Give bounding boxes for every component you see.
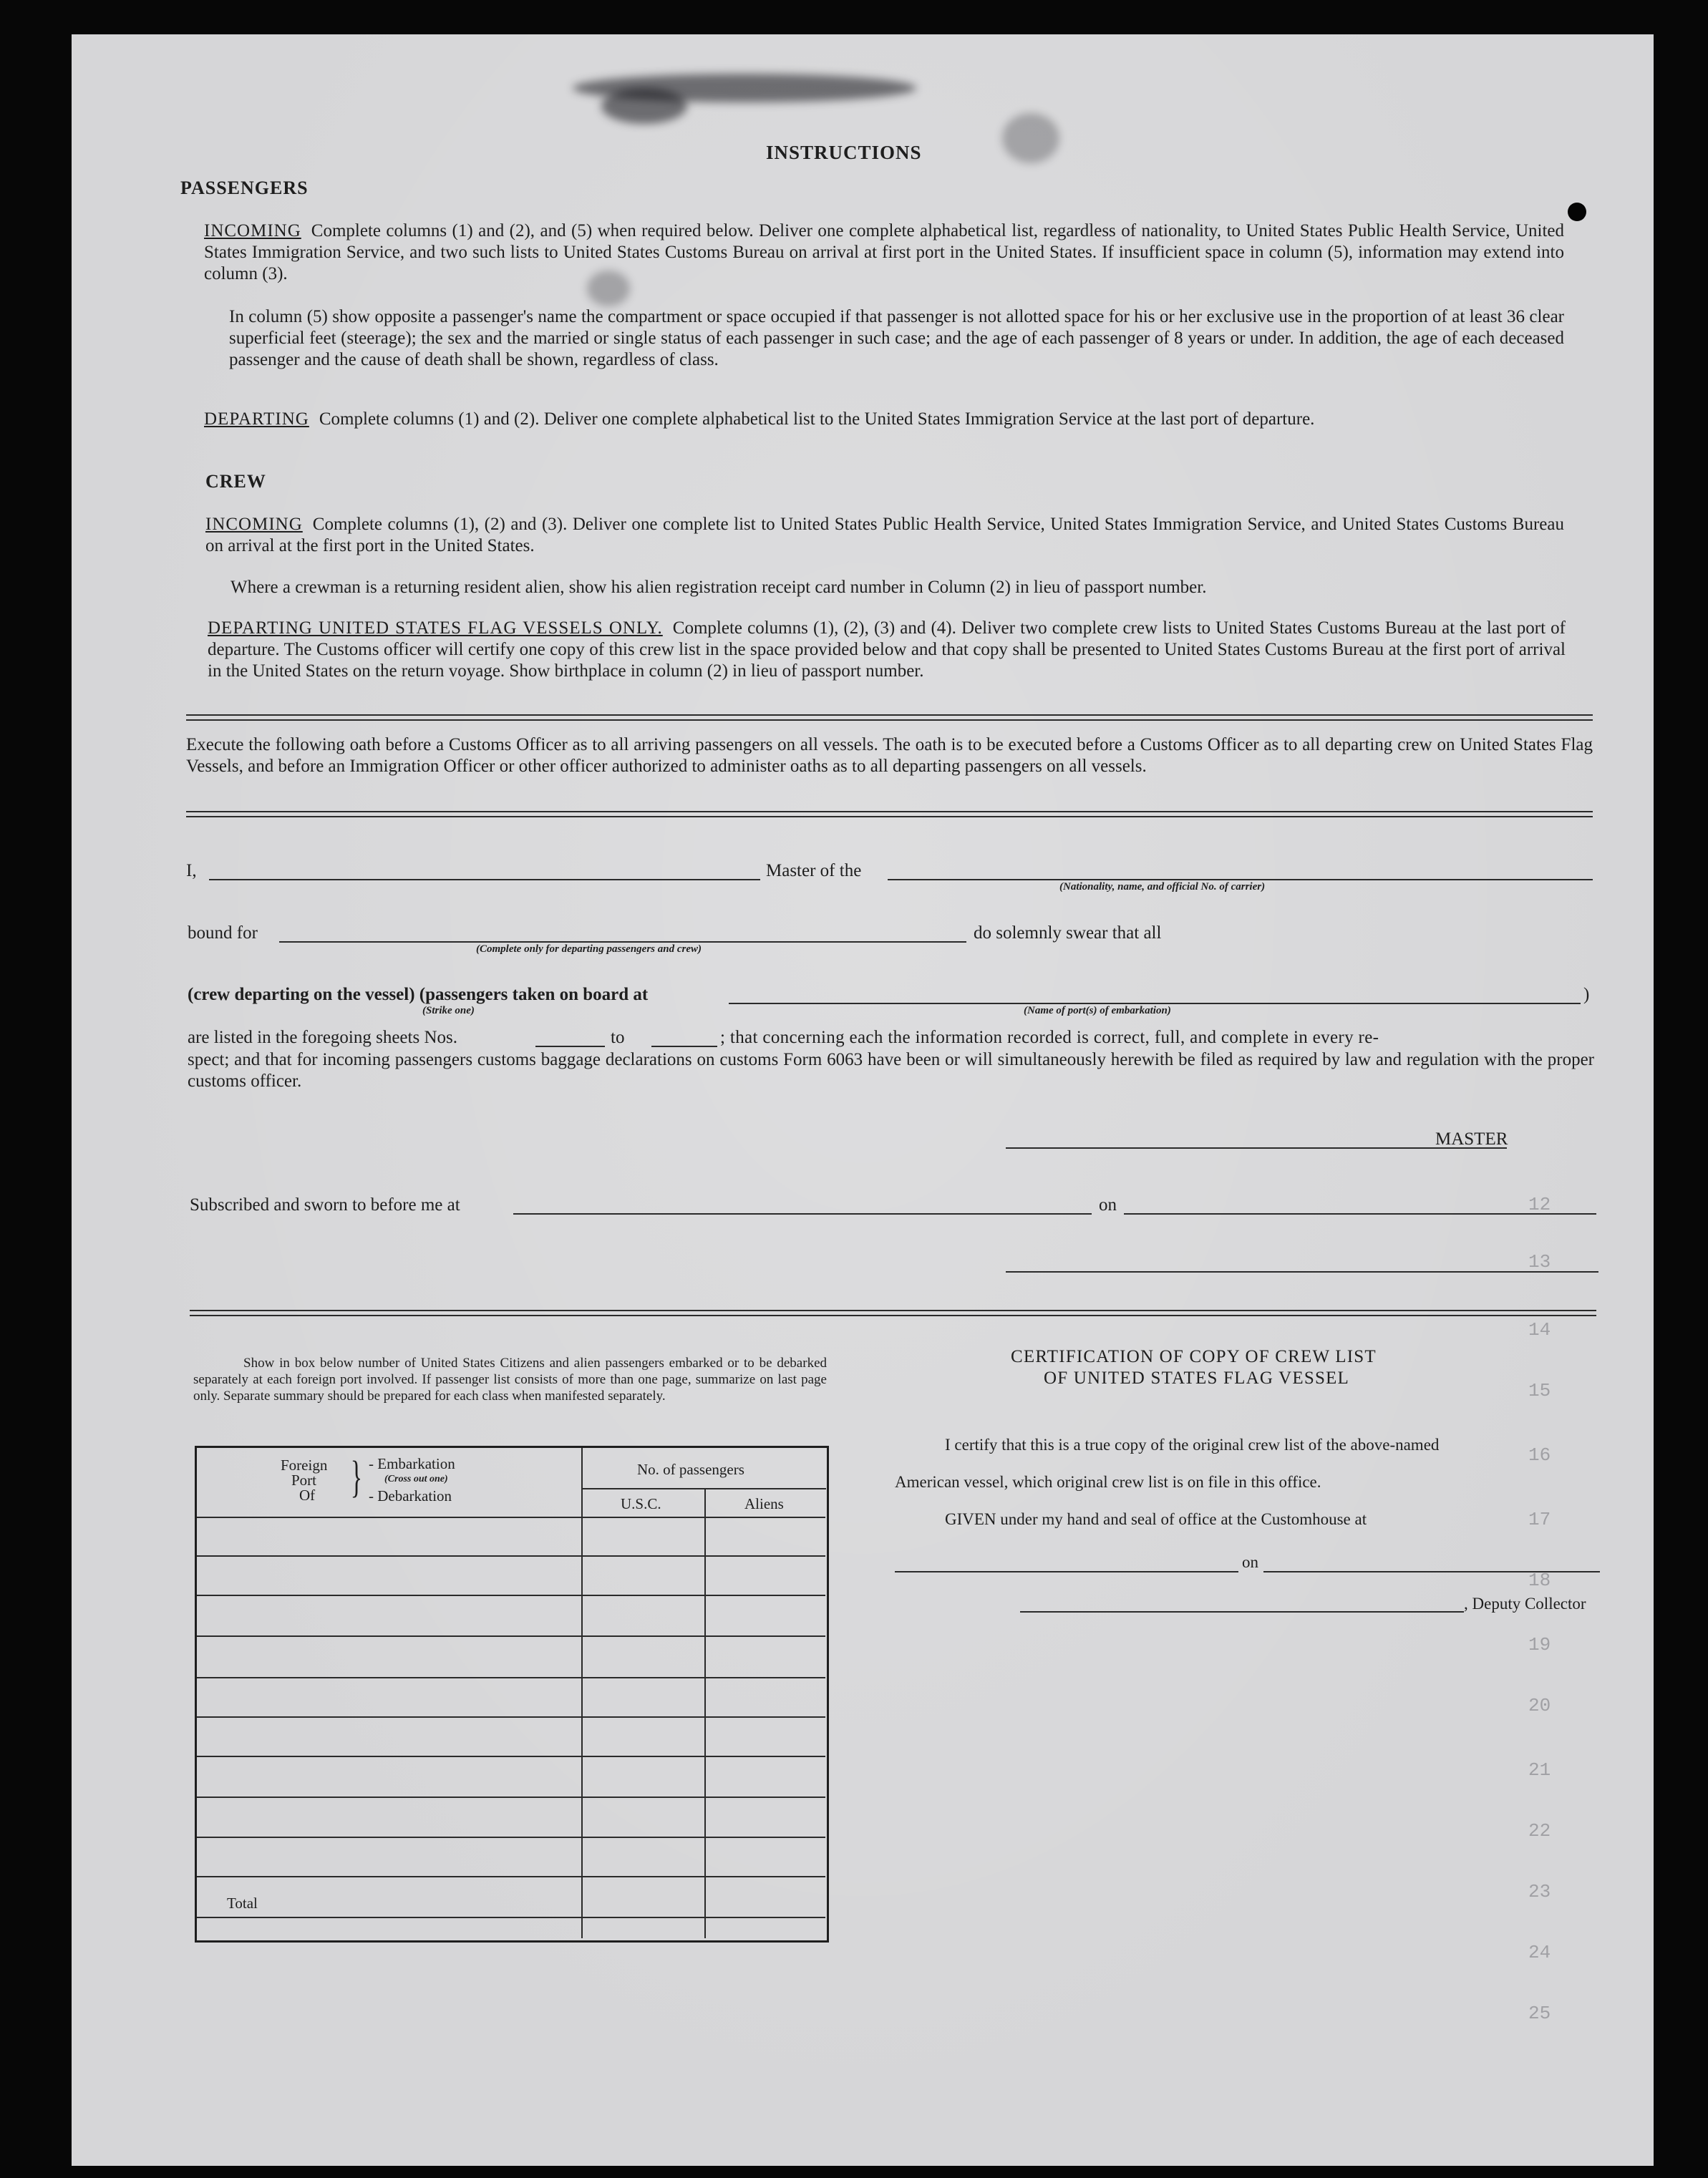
table-row (197, 1917, 825, 1918)
table-row (197, 1756, 825, 1757)
sworn-place-field[interactable] (513, 1213, 1092, 1215)
american-vessel-text: American vessel, which original crew list is on file in this office. (895, 1473, 1321, 1491)
bound-for-label: bound for (188, 923, 258, 943)
crew-heading: CREW (205, 471, 266, 492)
passengers-departing-paragraph (204, 409, 1564, 430)
separator-rule (186, 714, 1593, 721)
crew-departing-label: DEPARTING UNITED STATES FLAG VESSELS ONLY. (208, 618, 663, 638)
punch-mark (1568, 203, 1586, 221)
to-label: to (611, 1028, 625, 1047)
crew-departing-strike-label: (crew departing on the vessel) (passengers taken on board at (188, 985, 649, 1004)
crew-departing-text: Complete columns (1), (2), (3) and (4). Deliver two complete crew lists to United States Customs Bureau at the last port of departure. The Customs officer will certify one copy of this crew list in the space provided below and that copy shall be presented to United States Customs Bureau at the first port of arrival in the United States on the return voyage. Show birthplace in column (2) in lieu of passport number. (208, 618, 1566, 681)
officer-signature-field[interactable] (1006, 1271, 1598, 1273)
deputy-collector-signature-field[interactable] (1020, 1611, 1464, 1613)
ink-smudge (601, 88, 687, 124)
crew-departing-paragraph (208, 618, 1566, 682)
separator-rule (186, 811, 1593, 817)
separator-rule (190, 1310, 1596, 1316)
certification-title-line1: CERTIFICATION OF COPY OF CREW LIST (1011, 1347, 1377, 1366)
crew-resident-paragraph: Where a crewman is a returning resident alien, show his alien registration receipt card number in Column (2) in lieu of passport number. (231, 578, 1207, 597)
listed-sheets-rest: spect; and that for incoming passengers customs baggage declarations on customs Form 6063 have been or will simultaneously herewith be filed as required by law and regulation with the proper customs officer. (188, 1050, 1594, 1091)
passengers-departing-label: DEPARTING (204, 409, 309, 429)
crew-incoming-label: INCOMING (205, 515, 303, 534)
master-label: MASTER (1435, 1129, 1508, 1149)
table-divider (583, 1488, 826, 1489)
bleed-through-mark: 22 (1528, 1820, 1551, 1842)
strike-one-caption: (Strike one) (422, 1005, 475, 1016)
table-divider (581, 1448, 583, 1938)
table-row (197, 1837, 825, 1838)
port-label: Port (291, 1472, 317, 1489)
listed-sheets-continuation: ; that concerning each the information recorded is correct, full, and complete in every re- (720, 1028, 1379, 1047)
ink-smudge (1002, 113, 1059, 163)
bleed-through-mark: 19 (1528, 1634, 1551, 1656)
table-row (197, 1876, 825, 1877)
debarkation-label: - Debarkation (369, 1487, 452, 1504)
table-row (197, 1677, 825, 1678)
sworn-on-label: on (1099, 1195, 1117, 1215)
passengers-incoming-label: INCOMING (204, 221, 301, 240)
given-text: GIVEN under my hand and seal of office at the Customhouse at (945, 1510, 1367, 1528)
certify-text: I certify that this is a true copy of the original crew list of the above-named (945, 1436, 1440, 1454)
brace-icon: } (350, 1453, 363, 1502)
complete-only-caption: (Complete only for departing passengers and crew) (476, 943, 702, 955)
document-page (72, 34, 1654, 2166)
table-row (197, 1635, 825, 1637)
passenger-summary-table (195, 1446, 829, 1943)
bleed-through-mark: 14 (1528, 1319, 1551, 1341)
certification-title-line2: OF UNITED STATES FLAG VESSEL (1044, 1368, 1349, 1388)
nationality-caption: (Nationality, name, and official No. of carrier) (1059, 881, 1266, 893)
passengers-incoming-paragraph (204, 220, 1564, 285)
passengers-incoming-text: Complete columns (1) and (2), and (5) when required below. Deliver one complete alphabetical list, regardless of nationality, to United States Public Health Service, United States Immigration Service, and two such lists to United States Customs Bureau on arrival at first port in the United States. If insufficient space in column (5), information may extend into column (3). (204, 221, 1564, 283)
bleed-through-mark: 24 (1528, 1942, 1551, 1963)
bleed-through-mark: 25 (1528, 2003, 1551, 2024)
sheet-from-field[interactable] (535, 1046, 605, 1047)
certification-on-label: on (1242, 1553, 1258, 1571)
aliens-header: Aliens (744, 1495, 784, 1512)
column5-paragraph: In column (5) show opposite a passenger's name the compartment or space occupied if that passenger is not allotted space for his or her exclusive use in the proportion of at least 36 clear superficial feet (steerage); the sex and the married or single status of each passenger in such case; and the age of each passenger of 8 years or under. In addition, the age of each deceased passenger and the cause of death shall be shown, regardless of class. (229, 307, 1564, 369)
bleed-through-mark: 20 (1528, 1695, 1551, 1716)
bleed-through-mark: 13 (1528, 1251, 1551, 1273)
usc-header: U.S.C. (621, 1495, 661, 1512)
bleed-through-mark: 15 (1528, 1380, 1551, 1401)
bleed-through-mark: 16 (1528, 1444, 1551, 1466)
table-row (197, 1595, 825, 1596)
passengers-heading: PASSENGERS (180, 178, 309, 198)
master-signature-field[interactable] (1006, 1147, 1507, 1149)
solemnly-swear-label: do solemnly swear that all (974, 923, 1162, 943)
oath-intro: Execute the following oath before a Customs Officer as to all arriving passengers on all vessels. The oath is to be executed before a Customs Officer as to all departing crew on United States Flag Vessels, and before an Immigration Officer or other officer authorized to administer oaths as to all departing passengers on all vessels. (186, 735, 1593, 776)
close-paren: ) (1583, 985, 1590, 1004)
sworn-date-field[interactable] (1124, 1213, 1596, 1215)
table-row (197, 1797, 825, 1798)
bleed-through-mark: 17 (1528, 1509, 1551, 1530)
oath-i-label: I, (186, 861, 197, 880)
cross-out-caption: (Cross out one) (384, 1474, 448, 1484)
deputy-collector-label: , Deputy Collector (1464, 1595, 1586, 1613)
carrier-field[interactable] (888, 879, 1593, 880)
table-row (197, 1555, 825, 1557)
crew-incoming-paragraph (205, 514, 1564, 557)
port-of-embarkation-field[interactable] (729, 1003, 1581, 1004)
bound-for-field[interactable] (279, 941, 966, 943)
master-name-field[interactable] (209, 879, 760, 880)
crew-incoming-text: Complete columns (1), (2) and (3). Deliver one complete list to United States Public Health Service, United States Immigration Service, and United States Customs Bureau on arrival at the first port in the United States. (205, 515, 1564, 555)
bleed-through-mark: 18 (1528, 1570, 1551, 1591)
bleed-through-mark: 23 (1528, 1881, 1551, 1902)
port-name-caption: (Name of port(s) of embarkation) (1024, 1005, 1171, 1016)
foreign-label: Foreign (281, 1457, 328, 1474)
bleed-through-mark: 12 (1528, 1194, 1551, 1215)
master-of-the-label: Master of the (766, 861, 862, 880)
total-label: Total (227, 1895, 258, 1912)
listed-sheets-label: are listed in the foregoing sheets Nos. (188, 1028, 457, 1047)
of-label: Of (299, 1487, 316, 1504)
passengers-departing-text: Complete columns (1) and (2). Deliver one complete alphabetical list to the United States Immigration Service at the last port of departure. (319, 409, 1315, 429)
instructions-title: INSTRUCTIONS (766, 142, 922, 163)
table-row (197, 1716, 825, 1718)
subscribed-label: Subscribed and sworn to before me at (190, 1195, 460, 1215)
summary-instruction: Show in box below number of United States Citizens and alien passengers embarked or to be debarked separately at each foreign port involved. If passenger list consists of more than one page, summarize on last page only. Separate summary should be prepared for each class when manifested separately. (193, 1356, 827, 1404)
embarkation-label: - Embarkation (369, 1455, 455, 1472)
sheet-to-field[interactable] (651, 1046, 717, 1047)
customhouse-field[interactable] (895, 1571, 1238, 1572)
no-of-passengers-header: No. of passengers (637, 1461, 744, 1478)
bleed-through-mark: 21 (1528, 1759, 1551, 1781)
table-row (197, 1517, 825, 1518)
